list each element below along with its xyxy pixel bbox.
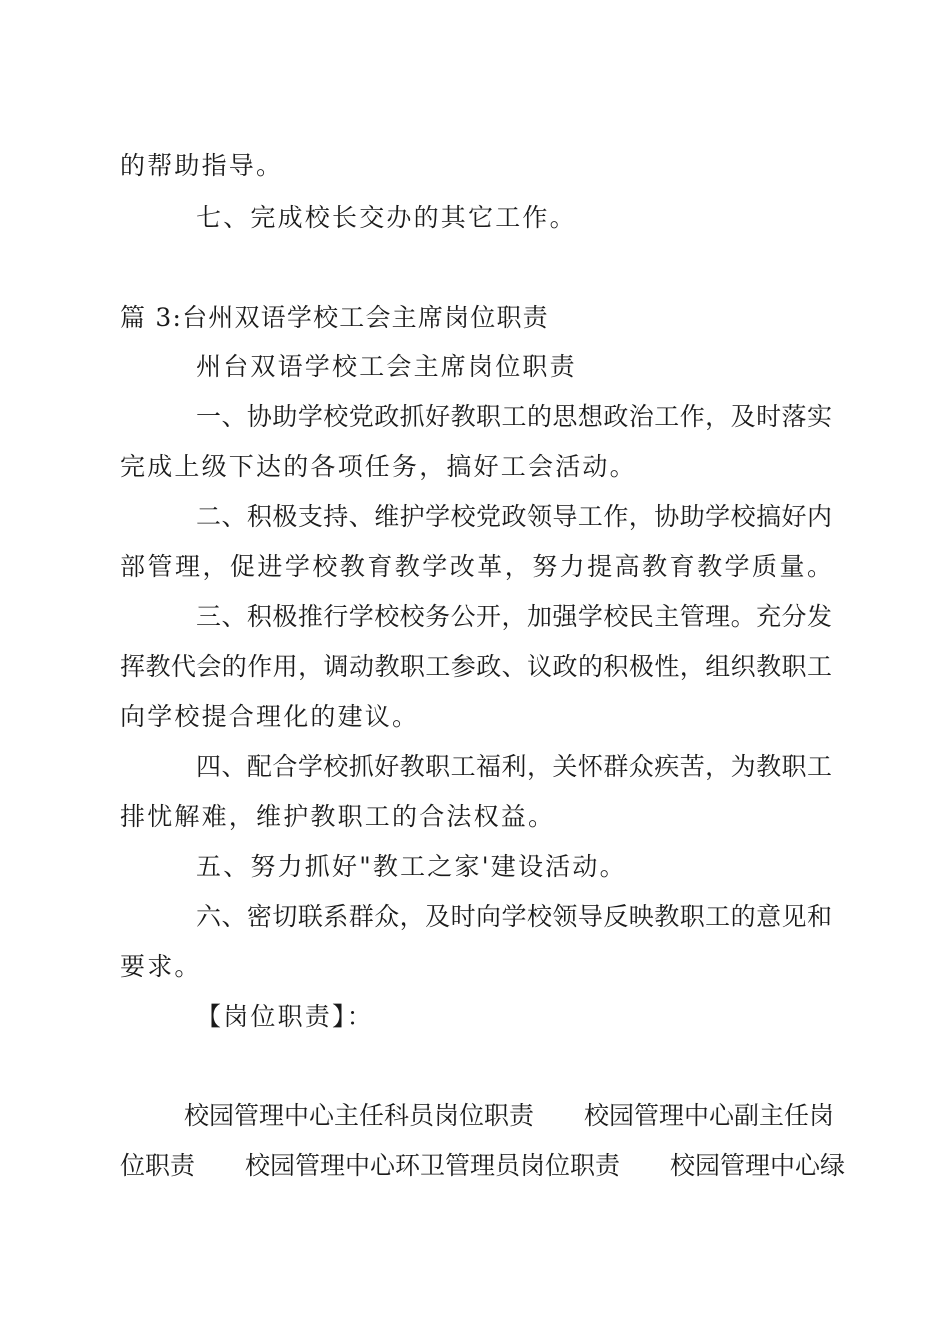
paragraph-3-line: 向学校提合理化的建议。 (120, 702, 420, 731)
text-line: 七、完成校长交办的其它工作。 (196, 203, 577, 232)
section-heading: 篇 3:台州双语学校工会主席岗位职责 (120, 303, 549, 332)
paragraph-2-line: 部管理，促进学校教育教学改革，努力提高教育教学质量。 (120, 552, 832, 581)
paragraph-2-line: 二、积极支持、维护学校党政领导工作，协助学校搞好内 (196, 502, 832, 531)
paragraph-6-line: 六、密切联系群众，及时向学校领导反映教职工的意见和 (196, 902, 832, 931)
paragraph-5-line: 五、努力抓好"教工之家'建设活动。 (196, 852, 627, 881)
related-links-line: 校园管理中心主任科员岗位职责 校园管理中心副主任岗 (184, 1101, 835, 1130)
document-title: 州台双语学校工会主席岗位职责 (196, 352, 577, 381)
paragraph-4-line: 排忧解难，维护教职工的合法权益。 (120, 802, 556, 831)
section-label: 【岗位职责】： (196, 1002, 374, 1031)
related-links-line: 位职责 校园管理中心环卫管理员岗位职责 校园管理中心绿 (120, 1151, 846, 1180)
paragraph-1-line: 一、协助学校党政抓好教职工的思想政治工作，及时落实 (196, 402, 832, 431)
paragraph-4-line: 四、配合学校抓好教职工福利，关怀群众疾苦，为教职工 (196, 752, 832, 781)
paragraph-6-line: 要求。 (120, 952, 202, 981)
text-line: 的帮助指导。 (120, 151, 284, 180)
paragraph-1-line: 完成上级下达的各项任务，搞好工会活动。 (120, 452, 637, 481)
paragraph-3-line: 挥教代会的作用，调动教职工参政、议政的积极性，组织教职工 (120, 652, 832, 681)
paragraph-3-line: 三、积极推行学校校务公开，加强学校民主管理。充分发 (196, 602, 832, 631)
